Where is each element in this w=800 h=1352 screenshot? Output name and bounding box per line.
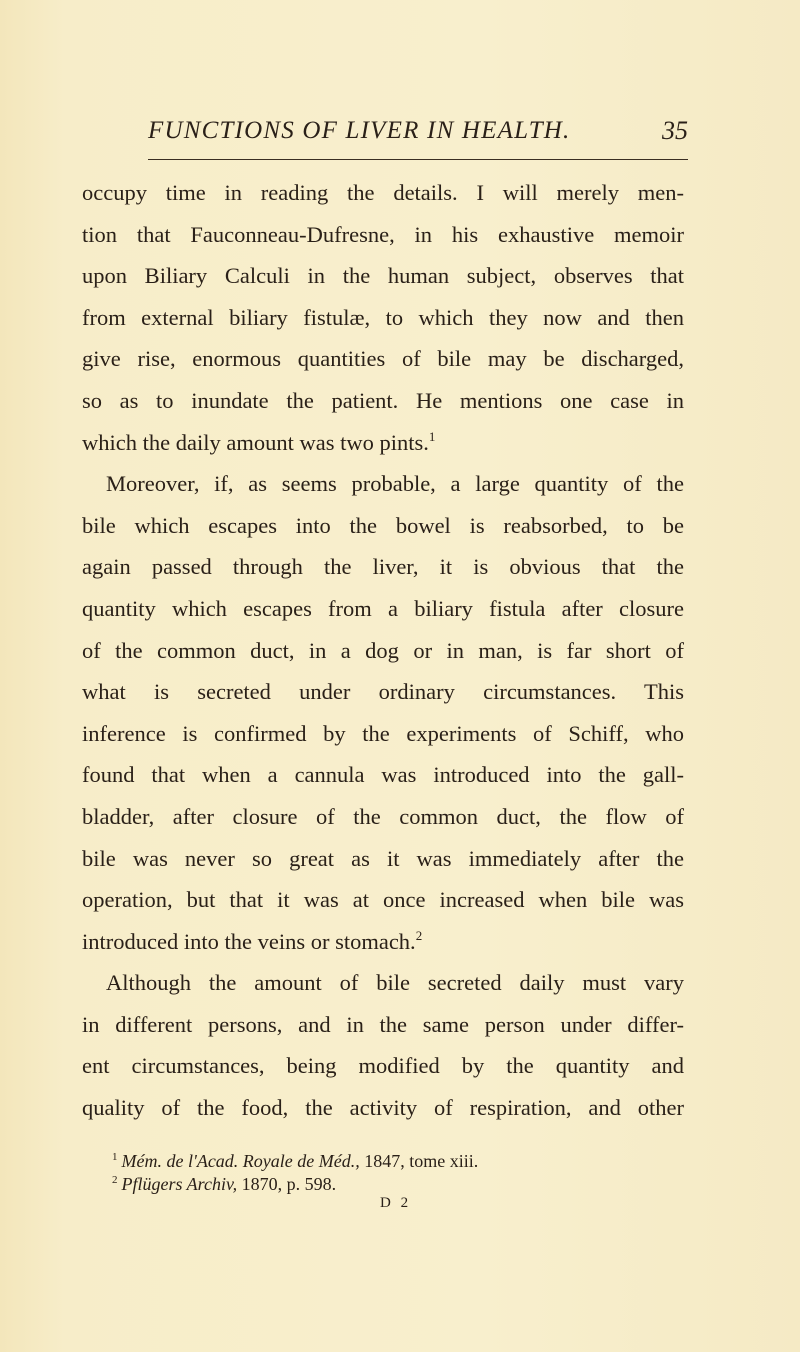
footnote (112, 1150, 672, 1173)
text-line: what is secreted under ordinary circumstances. This (82, 679, 684, 705)
text-line: quantity which escapes from a biliary fistula after closure (82, 595, 684, 621)
footnotes (112, 1150, 672, 1196)
text-line: quality of the food, the activity of respiration, and other (82, 1095, 684, 1121)
footnote (112, 1173, 672, 1196)
body-text (82, 172, 684, 1129)
paragraph-end-line (82, 921, 684, 963)
text-line: ent circumstances, being modified by the quantity and (82, 1053, 684, 1079)
text-line: again passed through the liver, it is obvious that the (82, 554, 684, 580)
footnote-mark: 2 (112, 1174, 118, 1186)
page-header (148, 117, 688, 157)
running-head: FUNCTIONS OF LIVER IN HEALTH. (148, 117, 571, 144)
text-line: which the daily amount was two pints. (82, 429, 429, 455)
footnote-detail: 1870, p. 598. (237, 1174, 337, 1194)
text-line: so as to inundate the patient. He mentions one case in (82, 387, 684, 413)
footnote-reference: 1 (428, 428, 436, 444)
text-line: introduced into the veins or stomach. (82, 928, 416, 954)
text-line: tion that Fauconneau-Dufresne, in his exhaustive memoir (82, 221, 684, 247)
signature-mark: D 2 (380, 1195, 412, 1211)
text-line: found that when a cannula was introduced into the gall- (82, 762, 684, 788)
footnote-reference: 2 (415, 927, 423, 943)
text-line: of the common duct, in a dog or in man, is far short of (82, 637, 684, 663)
text-line: Moreover, if, as seems probable, a large quantity of the (106, 471, 684, 497)
text-line: bile which escapes into the bowel is reabsorbed, to be (82, 512, 684, 538)
paragraph-end-line (82, 422, 684, 464)
text-line: inference is confirmed by the experiments of Schiff, who (82, 720, 684, 746)
page-number: 35 (662, 116, 688, 145)
text-line: bladder, after closure of the common duct, the flow of (82, 803, 684, 829)
text-line: Although the amount of bile secreted daily must vary (106, 970, 684, 996)
footnote-detail: 1847, tome xiii. (359, 1151, 479, 1171)
text-line: occupy time in reading the details. I will merely men- (82, 180, 684, 205)
footnote-mark: 1 (112, 1151, 118, 1163)
text-line: upon Biliary Calculi in the human subject, observes that (82, 263, 684, 289)
header-rule (148, 159, 688, 160)
text-line: bile was never so great as it was immediately after the (82, 845, 684, 871)
text-line: operation, but that it was at once increased when bile was (82, 887, 684, 913)
text-line: give rise, enormous quantities of bile may be discharged, (82, 346, 684, 372)
text-line: from external biliary fistulæ, to which they now and then (82, 304, 684, 330)
footnote-source: Mém. de l'Acad. Royale de Méd., (121, 1151, 360, 1171)
text-line: in different persons, and in the same person under differ- (82, 1011, 684, 1037)
footnote-source: Pflügers Archiv, (121, 1174, 238, 1194)
